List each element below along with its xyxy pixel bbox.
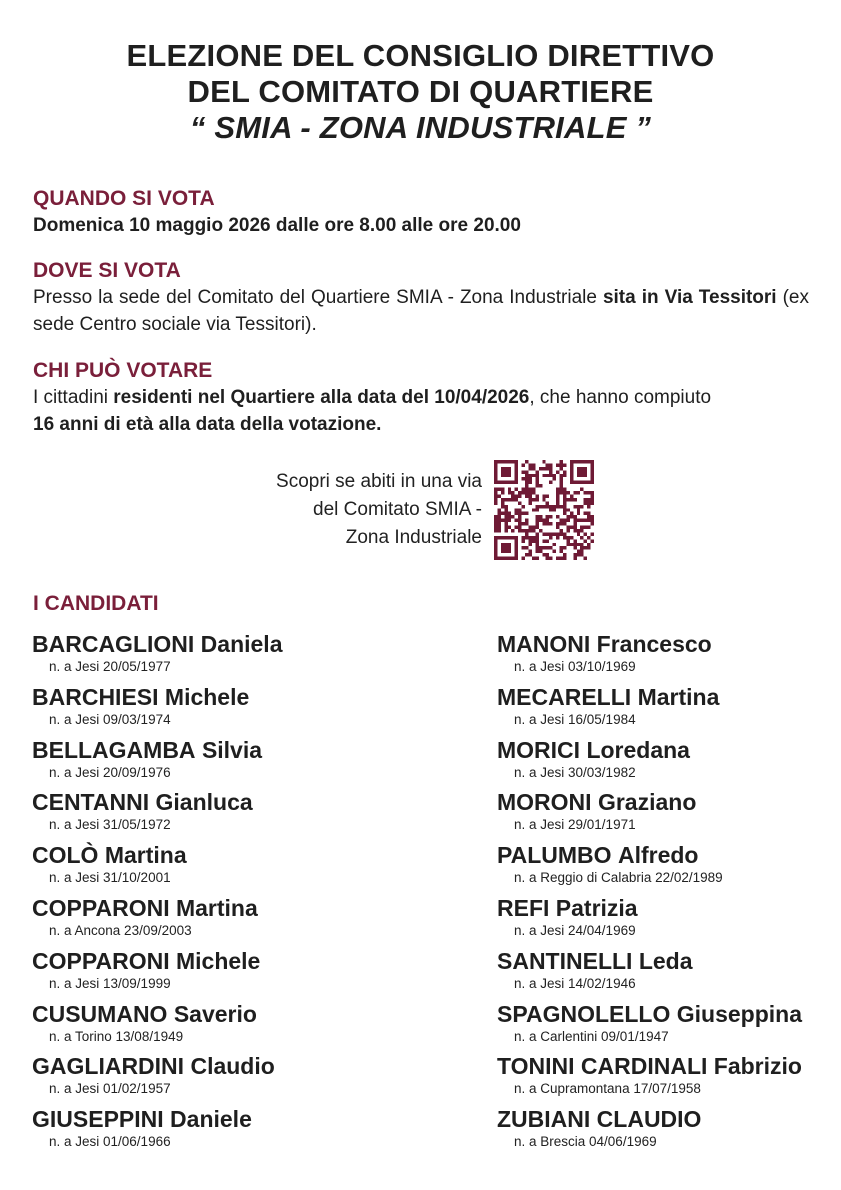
candidates-left-column (32, 630, 372, 1158)
candidate-birth: n. a Jesi 24/04/1969 (514, 922, 636, 938)
candidate-first-name: Graziano (597, 789, 697, 816)
candidate-first-name: Michele (164, 683, 250, 710)
candidate-item (497, 894, 837, 947)
candidate-surname: PALUMBO (497, 842, 612, 869)
chi-text (33, 384, 809, 438)
chi-text-b: residenti nel Quartiere alla data del 10/04/2026 (113, 387, 530, 408)
candidate-first-name: Daniele (170, 1106, 252, 1133)
candidate-name (32, 1000, 372, 1028)
candidate-item (32, 788, 372, 841)
candidate-birth: n. a Ancona 23/09/2003 (49, 922, 192, 938)
candidate-item (32, 1105, 372, 1158)
candidate-birth: n. a Jesi 16/05/1984 (514, 711, 636, 727)
candidate-birth: n. a Jesi 13/09/1999 (49, 975, 171, 991)
candidate-surname: COPPARONI (32, 894, 170, 921)
candidate-item (32, 1000, 372, 1053)
candidate-item (32, 947, 372, 1000)
candidate-surname: REFI (497, 894, 550, 921)
candidate-surname: BELLAGAMBA (32, 736, 196, 763)
candidate-first-name: Fabrizio (713, 1053, 802, 1080)
candidate-first-name: Saverio (173, 1000, 257, 1027)
candidate-surname: BARCHIESI (32, 683, 159, 710)
candidate-name (497, 683, 837, 711)
section-quando (33, 186, 809, 239)
dove-heading: DOVE SI VOTA (33, 259, 181, 282)
candidate-first-name: Francesco (596, 631, 712, 657)
candidate-birth: n. a Jesi 03/10/1969 (514, 659, 636, 674)
candidate-item (497, 1052, 837, 1105)
candidate-first-name: Patrizia (555, 894, 638, 921)
candidate-name (497, 947, 837, 975)
candidate-first-name: Leda (638, 947, 693, 974)
candidate-item (32, 683, 372, 736)
candidate-item (32, 630, 372, 683)
candidate-first-name: Michele (175, 947, 261, 974)
candidate-name (497, 1105, 837, 1133)
qr-caption-line-3: Zona Industriale (345, 527, 482, 548)
candidate-birth: n. a Jesi 30/03/1982 (514, 764, 636, 780)
candidate-surname: MORICI (497, 736, 581, 763)
candidate-surname: GIUSEPPINI (32, 1106, 164, 1133)
title-line-2: DEL COMITATO DI QUARTIERE (187, 74, 654, 109)
candidate-name (32, 947, 372, 975)
candidate-name (32, 1052, 372, 1080)
candidate-name (497, 894, 837, 922)
candidate-name (497, 630, 837, 658)
dove-text-b: sita in Via Tessitori (602, 287, 777, 308)
candidate-item (32, 894, 372, 947)
candidate-surname: MANONI (497, 631, 591, 657)
candidate-item (497, 736, 837, 789)
candidate-birth: n. a Jesi 01/02/1957 (49, 1081, 171, 1097)
candidate-name (497, 841, 837, 869)
candidate-first-name: Alfredo (617, 842, 699, 869)
candidate-first-name: Martina (637, 683, 720, 710)
candidate-name (32, 788, 372, 816)
candidate-first-name: Claudio (190, 1053, 275, 1080)
candidate-name (32, 1105, 372, 1133)
candidate-item (497, 1000, 837, 1053)
qr-caption-line-2: del Comitato SMIA - (313, 499, 482, 520)
quando-text: Domenica 10 maggio 2026 dalle ore 8.00 alle ore 20.00 (33, 215, 521, 236)
candidate-surname: MECARELLI (497, 683, 632, 710)
candidate-name (497, 1000, 837, 1028)
qr-caption-line-1: Scopri se abiti in una via (276, 471, 482, 492)
candidate-birth: n. a Jesi 29/01/1971 (514, 817, 636, 833)
candidate-surname: SPAGNOLELLO (497, 1000, 671, 1027)
chi-text-d: 16 anni di età alla data della votazione. (33, 414, 382, 435)
section-dove (33, 258, 809, 338)
candidate-birth: n. a Brescia 04/06/1969 (514, 1134, 657, 1150)
candidate-birth: n. a Jesi 20/05/1977 (49, 659, 171, 674)
candidate-item (497, 630, 837, 683)
candidate-surname: CUSUMANO (32, 1000, 168, 1027)
dove-text-c: (ex sede Centro sociale via Tessitori). (33, 287, 810, 335)
chi-text-c: , che hanno compiuto (529, 387, 712, 408)
candidate-first-name: Martina (175, 894, 258, 921)
candidate-surname: COPPARONI (32, 947, 170, 974)
candidate-birth: n. a Carlentini 09/01/1947 (514, 1028, 669, 1044)
candidate-name (32, 630, 372, 658)
candidate-surname: CENTANNI (32, 789, 150, 816)
candidate-item (497, 788, 837, 841)
candidate-surname: TONINI CARDINALI (497, 1053, 708, 1080)
candidate-surname: SANTINELLI (497, 947, 633, 974)
candidate-surname: MORONI (497, 789, 592, 816)
candidate-item (497, 841, 837, 894)
candidate-first-name: Daniela (200, 631, 283, 657)
candidate-first-name: Giuseppina (676, 1000, 802, 1027)
candidates-right-column (497, 630, 837, 1158)
candidate-surname: ZUBIANI (497, 1106, 591, 1133)
candidate-birth: n. a Reggio di Calabria 22/02/1989 (514, 870, 723, 886)
candidate-surname: COLÒ (32, 842, 99, 869)
dove-text (33, 284, 809, 338)
candidate-name (497, 788, 837, 816)
qr-caption (230, 468, 482, 552)
candidate-name (32, 683, 372, 711)
quando-heading: QUANDO SI VOTA (33, 187, 215, 210)
candidate-item (497, 947, 837, 1000)
candidate-item (32, 841, 372, 894)
candidate-birth: n. a Jesi 14/02/1946 (514, 975, 636, 991)
candidate-birth: n. a Jesi 20/09/1976 (49, 764, 171, 780)
dove-text-a: Presso la sede del Comitato del Quartiere SMIA - Zona Industriale (33, 287, 603, 308)
candidate-first-name: Loredana (586, 736, 690, 763)
chi-text-a: I cittadini (33, 387, 114, 408)
candidati-heading: I CANDIDATI (33, 592, 159, 615)
page-title (0, 38, 841, 146)
chi-heading: CHI PUÒ VOTARE (33, 359, 213, 382)
candidate-birth: n. a Jesi 09/03/1974 (49, 711, 171, 727)
candidate-item (32, 736, 372, 789)
candidate-first-name: CLAUDIO (596, 1106, 702, 1133)
candidate-birth: n. a Jesi 01/06/1966 (49, 1134, 171, 1150)
candidate-item (497, 1105, 837, 1158)
candidate-first-name: Martina (104, 842, 187, 869)
candidate-birth: n. a Jesi 31/05/1972 (49, 817, 171, 833)
candidate-birth: n. a Jesi 31/10/2001 (49, 870, 171, 886)
candidate-name (497, 1052, 837, 1080)
candidate-first-name: Silvia (201, 736, 263, 763)
section-chi (33, 358, 809, 438)
candidate-name (32, 841, 372, 869)
candidate-first-name: Gianluca (155, 789, 253, 816)
candidate-surname: BARCAGLIONI (32, 631, 195, 657)
qr-code-icon[interactable] (494, 460, 594, 560)
title-line-1: ELEZIONE DEL CONSIGLIO DIRETTIVO (126, 38, 715, 73)
candidate-name (32, 736, 372, 764)
candidate-name (497, 736, 837, 764)
candidate-item (32, 1052, 372, 1105)
title-line-3: “ SMIA - ZONA INDUSTRIALE ” (189, 110, 652, 145)
candidate-surname: GAGLIARDINI (32, 1053, 185, 1080)
candidate-birth: n. a Cupramontana 17/07/1958 (514, 1081, 701, 1097)
candidate-birth: n. a Torino 13/08/1949 (49, 1028, 184, 1044)
candidate-item (497, 683, 837, 736)
candidate-name (32, 894, 372, 922)
